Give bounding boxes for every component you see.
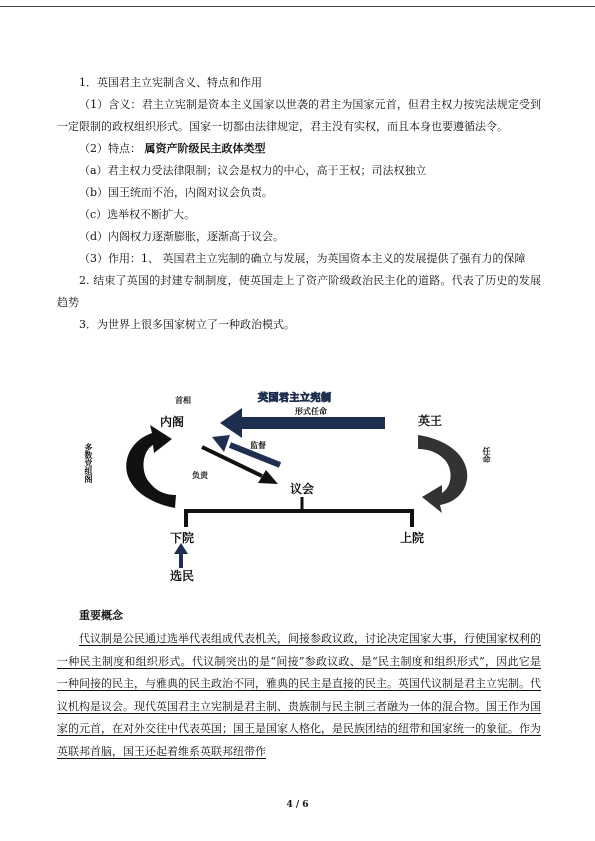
- section-heading: 1．英国君主立宪制含义、特点和作用: [79, 76, 262, 89]
- king-appoint-arrow: [418, 435, 467, 513]
- main-content: [57, 72, 541, 336]
- feature-item: （c）选举权不断扩大。: [79, 208, 196, 221]
- supervise-arrow-head: [212, 435, 230, 452]
- diagram-title: 英国君主立宪制: [258, 393, 332, 404]
- page-number: 4 / 6: [286, 800, 309, 810]
- effect-paragraph-2: 2. 结束了英国的封建专制制度，使英国走上了资产阶级政治民主化的道路。代表了历史的发展趋势: [57, 274, 541, 309]
- king-appoint-label: 任命: [482, 447, 491, 463]
- concepts-heading: 重要概念: [79, 609, 123, 622]
- shouxiang-label: 首相: [175, 396, 191, 405]
- header-rule: [0, 6, 595, 7]
- effect-paragraph: （3）作用：1、 英国君主立宪制的确立与发展，为英国资本主义的发展提供了强有力的保障: [79, 252, 526, 265]
- features-line: [57, 138, 541, 160]
- lower-house-label: 下院: [170, 531, 195, 545]
- important-concepts: [57, 606, 541, 763]
- feature-item: （b）国王统而不治，内阁对议会负责。: [79, 186, 274, 199]
- majority-party-label: 多数党组阁: [84, 443, 93, 483]
- concepts-body-text: 代议制是公民通过选举代表组成代表机关，间接参政议政，讨论决定国家大事，行使国家权利的一种民主制度和组织形式。代议制突出的是“间接”参政议政、是“民主制度和组织形式”，因此它是一种间接的民主，与雅典的民主政治不同，雅典的民主是直接的民主。英国代议制是君主立宪制。代议机构是议会。现代英国君主立宪制是君主制、贵族制与民主制三者融为一体的混合物。国王作为国家的元首，在对外交往中代表英国；国王是国家人格化，是民族团结的纽带和国家统一的象征。作为英联邦首脑，国王还起着维系英联邦纽带作: [57, 632, 541, 758]
- supervise-label: 监督: [250, 441, 266, 450]
- king-label: 英王: [418, 414, 443, 428]
- majority-party-arrow: [126, 425, 176, 508]
- formal-appoint-label: 形式任命: [295, 407, 327, 416]
- features-label: （2）特点：: [79, 142, 141, 155]
- concepts-body: [57, 628, 541, 763]
- feature-item: （a）君主权力受法律限制；议会是权力的中心，高于王权；司法权独立: [79, 164, 427, 177]
- monarchy-diagram: [80, 385, 500, 585]
- features-type: 属资产阶级民主政体类型: [144, 142, 266, 155]
- cabinet-label: 内阁: [160, 415, 185, 429]
- upper-house-label: 上院: [400, 531, 425, 545]
- feature-item: （d）内阁权力逐渐膨胀，逐渐高于议会。: [79, 230, 285, 243]
- responsible-label: 负责: [192, 471, 208, 480]
- parliament-label: 议会: [290, 482, 315, 496]
- voters-label: 选民: [170, 569, 195, 583]
- meaning-paragraph: （1）含义：君主立宪制是资本主义国家以世袭的君主为国家元首，但君主权力按宪法规定受到一定限制的政权组织形式。国家一切都由法律规定，君主没有实权，而且本身也要遵循法令。: [57, 98, 541, 133]
- effect-paragraph-3: 3．为世界上很多国家树立了一种政治模式。: [79, 318, 295, 331]
